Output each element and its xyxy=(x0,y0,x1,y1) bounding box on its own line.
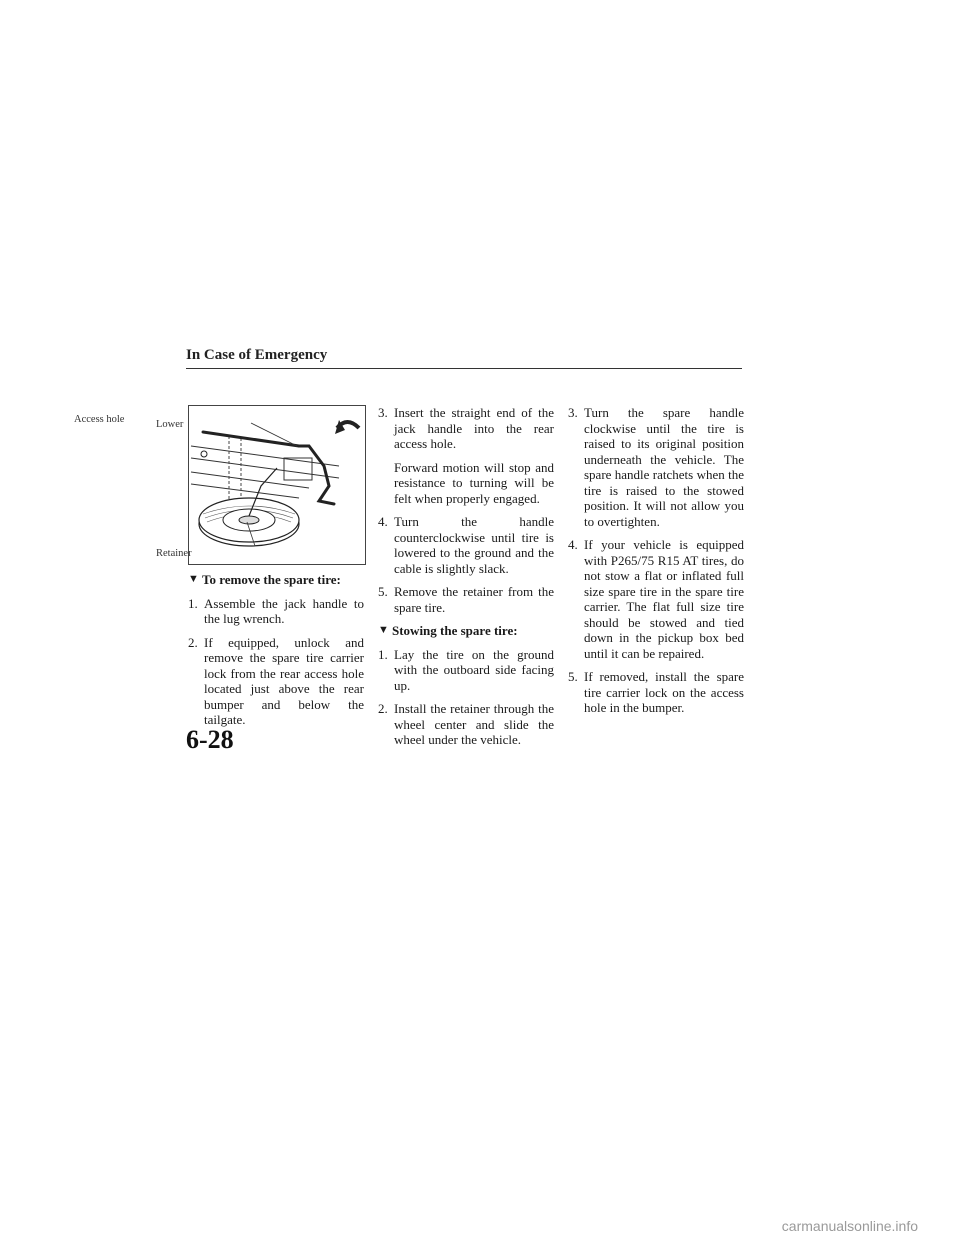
list-item xyxy=(568,537,744,661)
down-triangle-icon: ▼ xyxy=(378,624,389,636)
step-number: 2. xyxy=(378,701,388,716)
heading-text: To remove the spare tire: xyxy=(202,572,341,587)
step-number: 3. xyxy=(568,405,578,420)
step-text: If your vehicle is equipped with P265/75 R15 AT tires, do not stow a flat or inflated full size spare tire in the spare tire carrier. The flat full size tire should be stowed and tied down in the pickup box bed until it can be repaired. xyxy=(584,537,744,661)
column-2 xyxy=(378,405,554,756)
step-number: 3. xyxy=(378,405,388,420)
list-item xyxy=(568,405,744,529)
section-title: In Case of Emergency xyxy=(186,347,328,363)
heading-text: Stowing the spare tire: xyxy=(392,623,518,638)
step-number: 1. xyxy=(378,646,388,662)
page-number: 6-28 xyxy=(186,725,234,754)
list-item xyxy=(378,514,554,576)
list-item xyxy=(378,647,554,694)
step-number: 5. xyxy=(568,669,578,684)
section-heading-remove xyxy=(188,572,364,588)
down-triangle-icon: ▼ xyxy=(188,573,199,585)
section-heading-stowing xyxy=(378,623,554,639)
column-1 xyxy=(188,572,364,736)
label-retainer: Retainer xyxy=(156,548,192,559)
step-number: 4. xyxy=(568,537,578,552)
list-item xyxy=(378,701,554,748)
label-access-hole: Access hole xyxy=(74,414,125,425)
list-item xyxy=(188,635,364,728)
step-number: 5. xyxy=(378,584,388,599)
step-number: 4. xyxy=(378,514,388,529)
step-text: Insert the straight end of the jack handle into the rear access hole. xyxy=(394,405,554,451)
watermark: carmanualsonline.info xyxy=(781,1218,918,1234)
header-rule xyxy=(186,368,742,369)
spare-tire-illustration xyxy=(74,405,366,565)
step-text: Turn the spare handle clockwise until the tire is raised to its original position underneath the vehicle. The spare handle ratchets when the tire is raised to the stowed position. It will not allow you to overtighten. xyxy=(584,405,744,529)
step-text: Install the retainer through the wheel center and slide the wheel under the vehicle. xyxy=(394,701,554,747)
step-text: Turn the handle counterclockwise until tire is lowered to the ground and the cable is slightly slack. xyxy=(394,514,554,576)
list-item xyxy=(378,584,554,615)
list-item xyxy=(568,669,744,716)
column-3 xyxy=(568,405,744,724)
step-text: If removed, install the spare tire carrier lock on the access hole in the bumper. xyxy=(584,669,744,715)
step-continuation: Forward motion will stop and resistance to turning will be felt when properly engaged. xyxy=(394,459,554,506)
spare-tire-drawing xyxy=(189,406,365,564)
step-number: 1. xyxy=(188,595,198,611)
list-item xyxy=(378,405,554,506)
step-text: Remove the retainer from the spare tire. xyxy=(394,584,554,615)
list-item xyxy=(188,596,364,627)
step-text: Lay the tire on the ground with the outboard side facing up. xyxy=(394,646,554,693)
step-number: 2. xyxy=(188,634,198,650)
step-text: Assemble the jack handle to the lug wrench. xyxy=(204,595,364,626)
label-lower: Lower xyxy=(156,419,184,430)
step-text: If equipped, unlock and remove the spare tire carrier lock from the rear access hole located just above the rear bumper and below the tailgate. xyxy=(204,634,364,727)
